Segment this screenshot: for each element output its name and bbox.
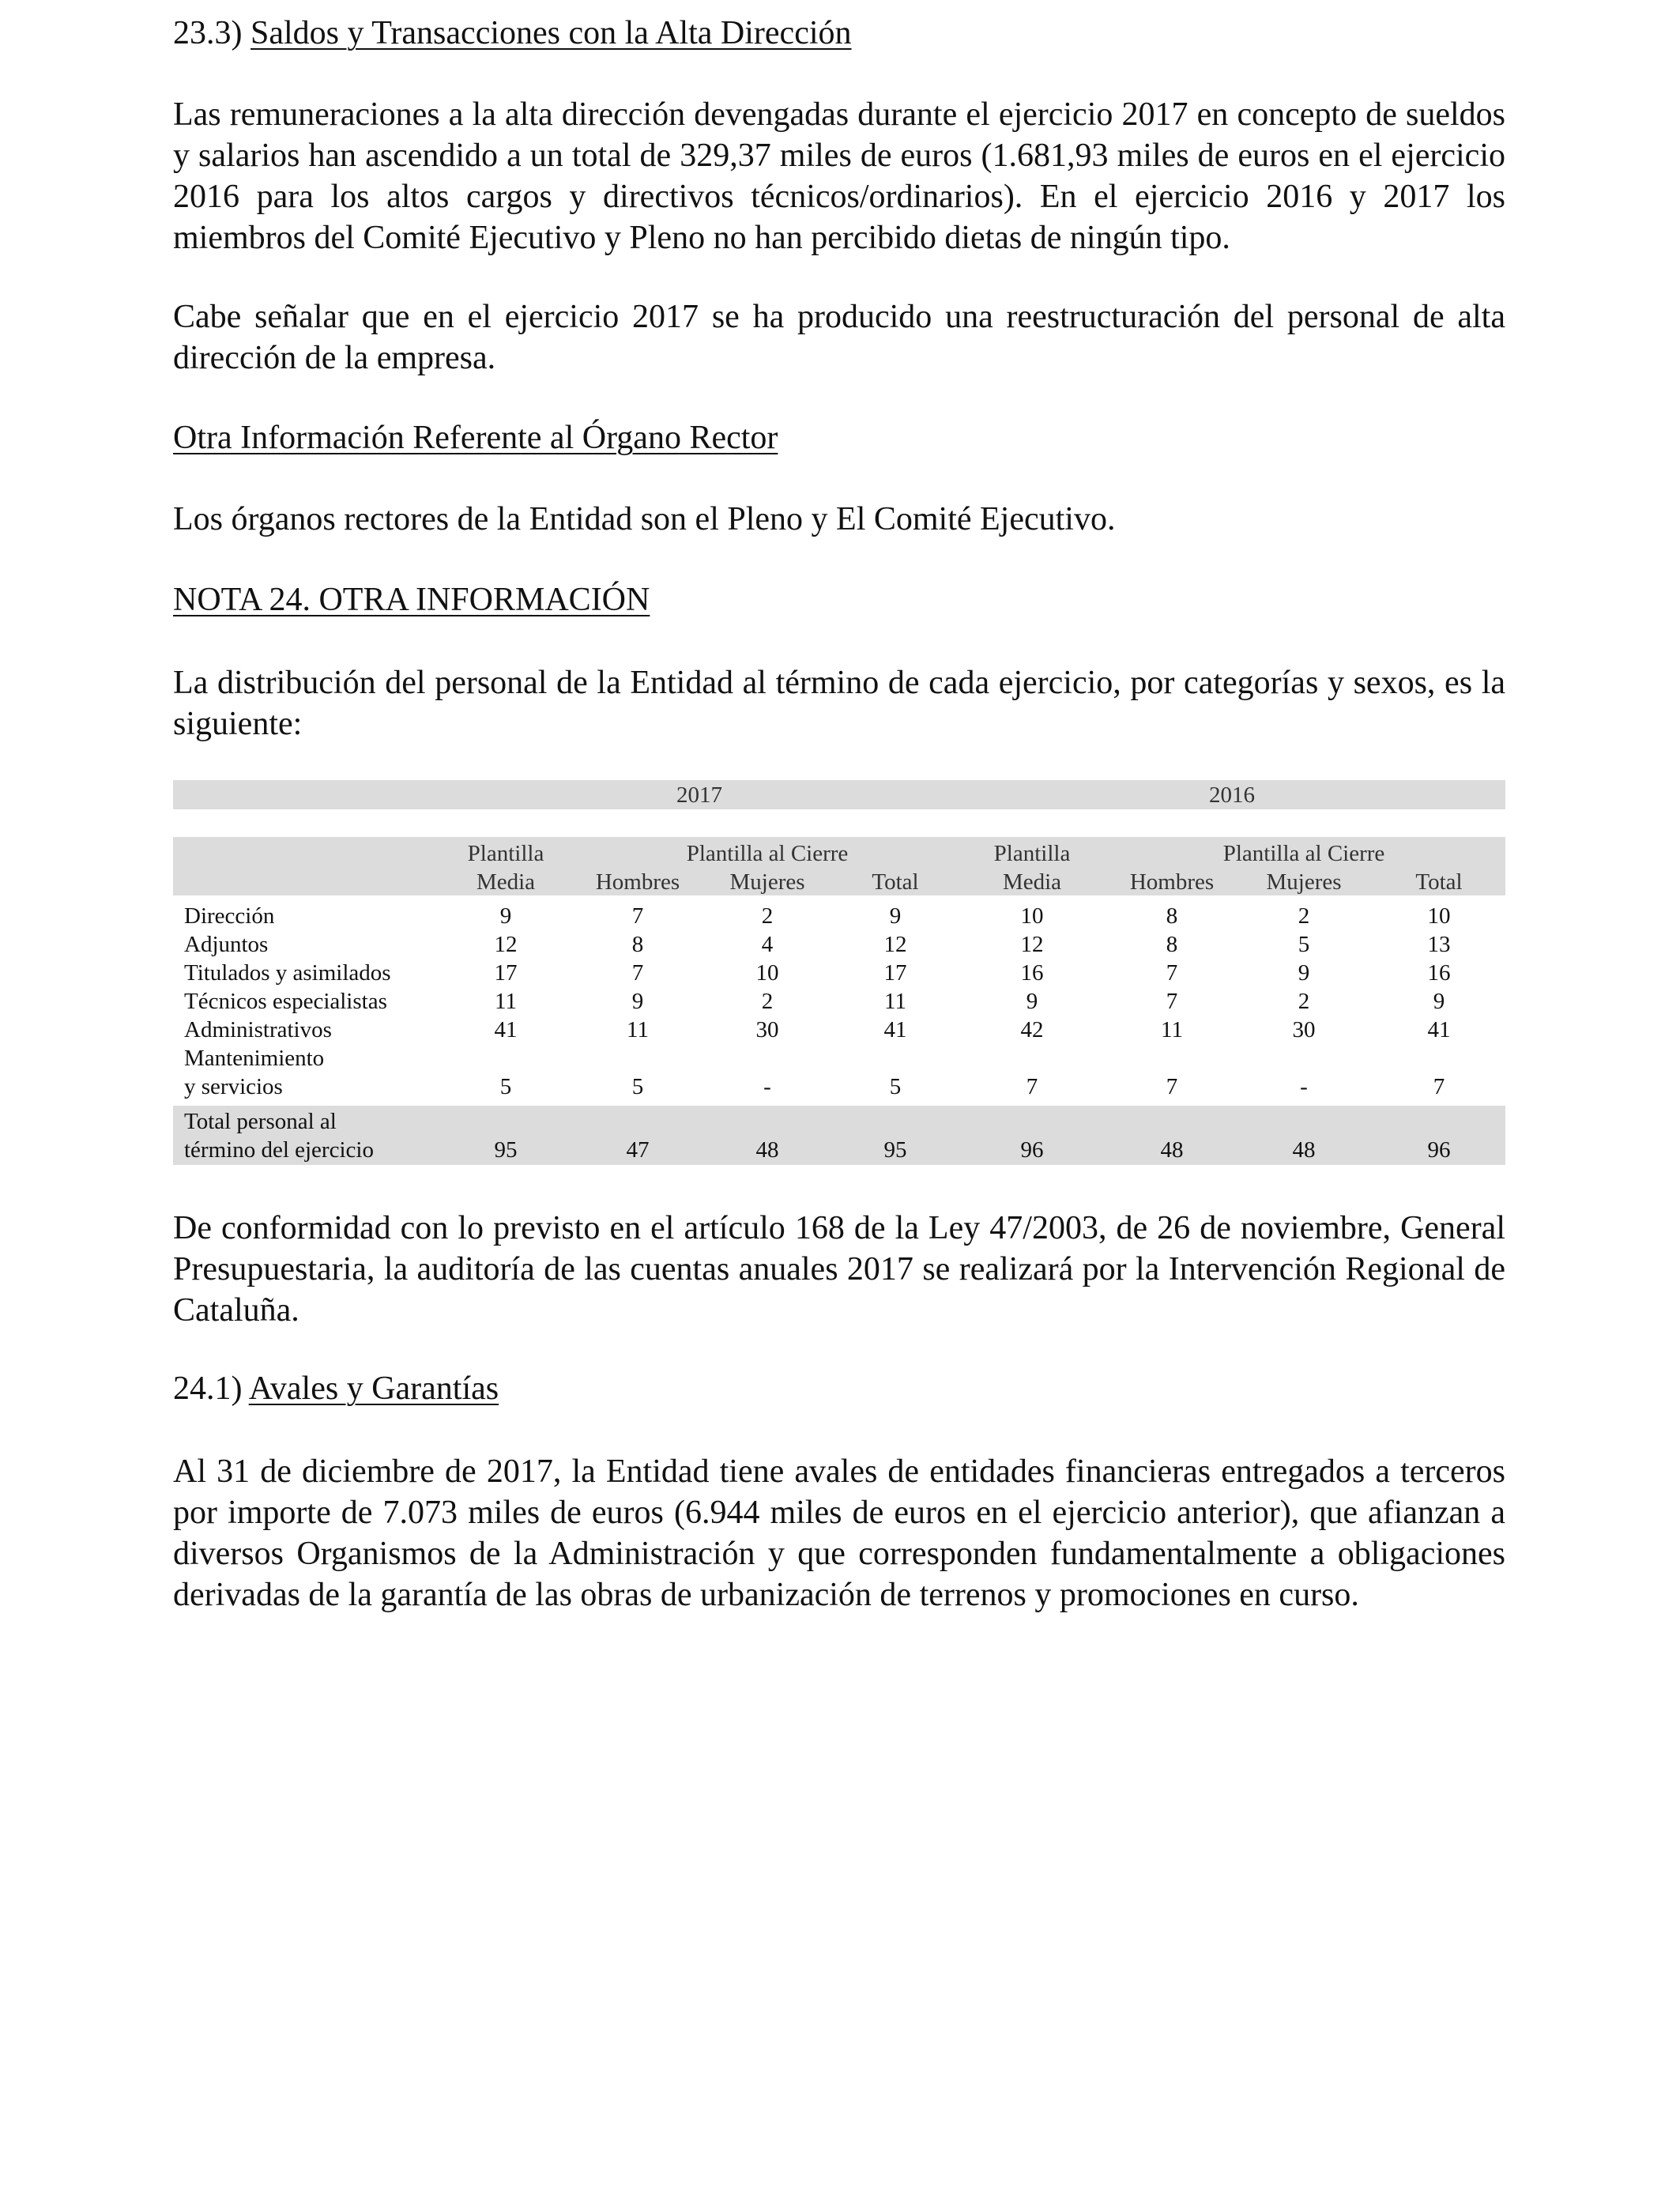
table-cell: 4 [761, 932, 774, 957]
table-cell: 16 [1427, 960, 1451, 986]
section-title: Saldos y Transacciones con la Alta Dirección [250, 15, 852, 51]
mujeres-header-2017: Mujeres [729, 869, 805, 895]
total-cell: 96 [1427, 1137, 1451, 1163]
table-cell: 7 [1433, 1074, 1445, 1099]
total-cell: 95 [494, 1137, 518, 1163]
table-cell: 12 [883, 932, 907, 957]
hombres-header-2016: Hombres [1129, 869, 1215, 895]
total-header-2017: Total [872, 869, 919, 895]
table-cell: 2 [1298, 989, 1310, 1014]
row-label: Titulados y asimilados [184, 960, 391, 986]
row-label-line-1: Mantenimiento [184, 1046, 325, 1071]
total-cell: 47 [626, 1137, 650, 1163]
media-header-2016: Media [1002, 869, 1062, 895]
table-cell: 17 [494, 960, 518, 986]
section-number: 23.3) [173, 15, 243, 51]
table-cell: 13 [1427, 932, 1451, 957]
row-label: Dirección [184, 903, 275, 929]
plantilla-media-header-2016: Plantilla [993, 841, 1071, 866]
organo-rector-heading [173, 417, 778, 458]
nota-24-heading [173, 579, 650, 620]
section-title: Avales y Garantías [248, 1370, 499, 1407]
row-label: Adjuntos [184, 932, 269, 957]
table-cell: 9 [1433, 989, 1445, 1014]
total-cell: 96 [1020, 1137, 1044, 1163]
table-cell: 7 [631, 903, 644, 929]
table-cell: 42 [1020, 1017, 1044, 1042]
table-cell: 10 [755, 960, 779, 986]
table-cell: 9 [1298, 960, 1310, 986]
table-cell: 41 [494, 1017, 518, 1042]
nota-24-title: NOTA 24. OTRA INFORMACIÓN [173, 582, 650, 618]
table-cell: 10 [1020, 903, 1044, 929]
total-row-label-line-2: término del ejercicio [184, 1137, 374, 1163]
table-cell: 12 [494, 932, 518, 957]
table-cell: 2 [761, 903, 774, 929]
plantilla-cierre-header-2016: Plantilla al Cierre [1222, 841, 1385, 866]
table-cell: 8 [1166, 932, 1178, 957]
total-cell: 48 [1160, 1137, 1184, 1163]
row-label: Técnicos especialistas [184, 989, 387, 1014]
mujeres-header-2016: Mujeres [1266, 869, 1342, 895]
table-cell: 2 [761, 989, 774, 1014]
table-cell: 11 [495, 989, 517, 1014]
table-cell: 5 [889, 1074, 902, 1099]
table-cell: - [763, 1074, 771, 1099]
table-cell: 30 [1292, 1017, 1316, 1042]
table-cell: 11 [1161, 1017, 1183, 1042]
conformidad-paragraph: De conformidad con lo previsto en el artículo 168 de la Ley 47/2003, de 26 de noviembre, General Presupuestaria, la auditoría de las cuentas anuales 2017 se realizará por la Intervención Regional de Cataluña. [173, 1210, 1505, 1329]
table-cell: 5 [631, 1074, 644, 1099]
row-label-line-2: y servicios [184, 1074, 283, 1099]
hombres-header-2017: Hombres [595, 869, 680, 895]
table-cell: 9 [1026, 989, 1038, 1014]
remuneraciones-paragraph: Las remuneraciones a la alta dirección devengadas durante el ejercicio 2017 en concepto de sueldos y salarios han ascendido a un total de 329,37 miles de euros (1.681,93 miles de euros en el ejercicio 2016 para los altos cargos y directivos técnicos/ordinarios). En el ejercicio 2016 y 2017 los miembros del Comité Ejecutivo y Pleno no han percibido dietas de ningún tipo. [173, 96, 1505, 256]
organo-rector-title: Otra Información Referente al Órgano Rector [173, 420, 778, 456]
table-cell: 17 [883, 960, 907, 986]
table-cell: 16 [1020, 960, 1044, 986]
table-cell: 30 [755, 1017, 779, 1042]
table-cell: 9 [631, 989, 644, 1014]
table-cell: 7 [631, 960, 644, 986]
row-label: Administrativos [184, 1017, 332, 1042]
reestructuracion-paragraph: Cabe señalar que en el ejercicio 2017 se ha producido una reestructuración del personal de alta dirección de la empresa. [173, 299, 1505, 376]
table-cell: 8 [1166, 903, 1178, 929]
table-cell: 12 [1020, 932, 1044, 957]
table-cell: 5 [499, 1074, 512, 1099]
table-cell: 8 [631, 932, 644, 957]
total-header-2016: Total [1415, 869, 1463, 895]
total-cell: 48 [755, 1137, 779, 1163]
table-cell: 41 [1427, 1017, 1451, 1042]
table-cell: 7 [1026, 1074, 1038, 1099]
year-header-band [173, 780, 1505, 809]
table-cell: 41 [883, 1017, 907, 1042]
table-cell: 7 [1166, 1074, 1178, 1099]
year-2016-header: 2016 [1209, 782, 1255, 808]
section-heading-24-1 [173, 1368, 499, 1409]
organo-rector-paragraph: Los órganos rectores de la Entidad son el Pleno y El Comité Ejecutivo. [173, 501, 1116, 537]
table-cell: 9 [889, 903, 902, 929]
table-cell: 11 [884, 989, 906, 1014]
avales-paragraph: Al 31 de diciembre de 2017, la Entidad tiene avales de entidades financieras entregados a terceros por importe de 7.073 miles de euros (6.944 miles de euros en el ejercicio anterior), que afianzan a diversos Organismos de la Administración y que corresponden fundamentalmente a obligaciones derivadas de la garantía de las obras de urbanización de terrenos y promociones en curso. [173, 1453, 1505, 1613]
total-cell: 95 [883, 1137, 907, 1163]
year-2017-header: 2017 [676, 782, 722, 808]
total-cell: 48 [1292, 1137, 1316, 1163]
table-cell: 5 [1298, 932, 1310, 957]
table-cell: - [1300, 1074, 1308, 1099]
media-header-2017: Media [476, 869, 536, 895]
table-cell: 10 [1427, 903, 1451, 929]
total-row-label-line-1: Total personal al [184, 1109, 337, 1134]
plantilla-cierre-header-2017: Plantilla al Cierre [686, 841, 849, 866]
plantilla-media-header-2017: Plantilla [467, 841, 544, 866]
table-cell: 9 [499, 903, 512, 929]
table-cell: 11 [627, 1017, 649, 1042]
table-cell: 7 [1166, 960, 1178, 986]
table-cell: 7 [1166, 989, 1178, 1014]
nota-24-intro: La distribución del personal de la Entidad al término de cada ejercicio, por categorías y sexos, es la siguiente: [173, 665, 1505, 742]
section-number: 24.1) [173, 1370, 243, 1407]
section-heading-23-3 [173, 13, 852, 54]
table-cell: 2 [1298, 903, 1310, 929]
